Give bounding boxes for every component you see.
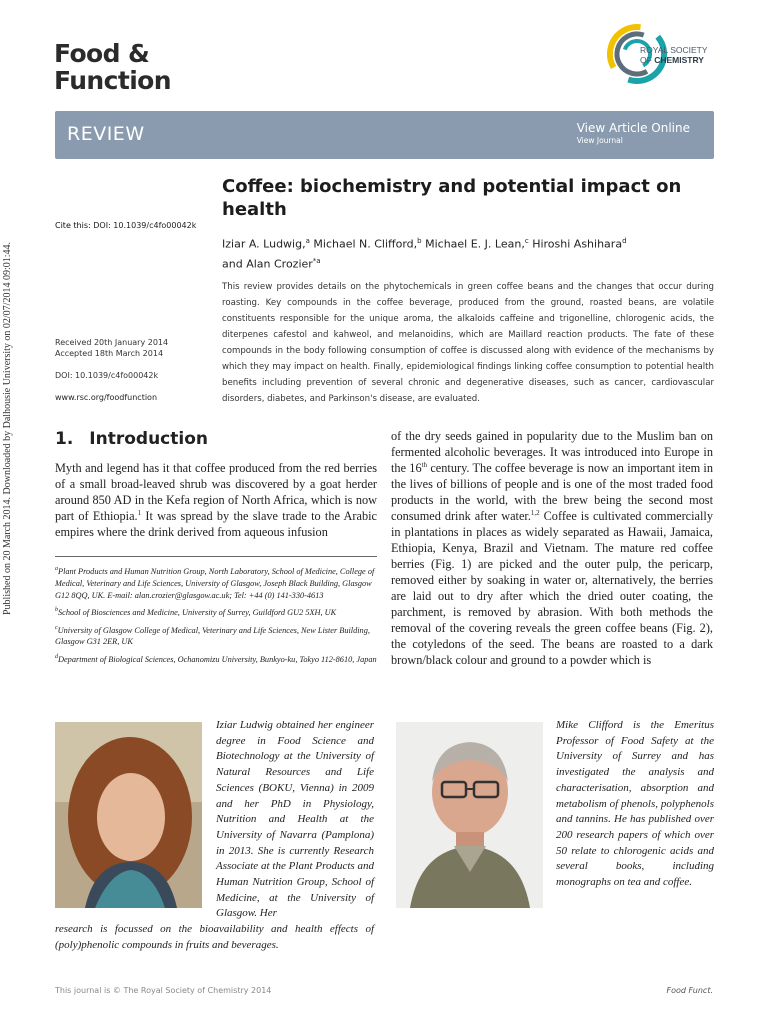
journal-name-line1: Food &	[54, 39, 150, 68]
portrait-woman-icon	[55, 722, 202, 908]
intro-text: Myth and legend has it that coffee produced from the red berries of a small broad-leaved shrub was discovered by a goat herder around 850 AD in the Kefa region of North Africa, which is now part of Ethiopia.	[55, 461, 377, 523]
view-journal-link[interactable]: View Journal	[576, 136, 623, 145]
intro-right-column	[391, 428, 713, 668]
affiliation-footnotes	[55, 563, 377, 668]
bio-ludwig: Iziar Ludwig obtained her engineer degree in Food Science and Biotechnology at the University of Natural Resources and Life Sciences (BOKU, Vienna) in 2009 and her PhD in Physiology, Nutrition and Health at the University of Navarra (Pamplona) in 2013. She is currently Research Associate at the Plant Products and Human Nutrition Group, School of Medicine, at the University of Glasgow. Her	[216, 719, 374, 920]
affiliation-mark: c	[524, 237, 529, 245]
rsc-line2: OF	[640, 55, 652, 65]
intro-text: of the dry seeds gained in popularity due to the Muslim ban on fermented alcoholic beverages. It was introduced into Europe in the 16	[391, 429, 713, 475]
author-photo-clifford	[396, 722, 543, 908]
article-type: REVIEW	[67, 123, 145, 145]
author-name[interactable]: Hiroshi Ashihara	[532, 237, 623, 251]
bio-ludwig-continued: research is focussed on the bioavailability and health effects of (poly)phenolic compounds in fruits and beverages.	[55, 923, 374, 951]
cite-this	[55, 221, 196, 230]
affiliation-mark: *a	[312, 256, 321, 265]
cite-label: Cite this:	[55, 221, 91, 230]
rsc-wordmark	[640, 45, 708, 65]
footnote: $^a$Plant Products and Human Nutrition Group, North Laboratory, School of Medicine, College of Medical, Veterinary and Life Sciences, University of Glasgow, Joseph Black Building, Glasgow G12 8QQ, UK. E-mail: alan.crozier@glasgow.ac.uk; Tel: +44 (0) 141-330-4613	[55, 566, 375, 600]
article-title: Coffee: biochemistry and potential impact on health	[222, 176, 682, 220]
footnote: $^b$School of Biosciences and Medicine, University of Surrey, Guildford GU2 5XH, UK	[55, 607, 337, 618]
rsc-line3: CHEMISTRY	[654, 55, 704, 65]
footnote-divider	[55, 556, 377, 557]
footnote-mark: c	[55, 624, 58, 631]
bio-clifford: Mike Clifford is the Emeritus Professor of Food Safety at the University of Surrey and has investigated the analysis and characterisation, absorption and metabolism of phenols, polyphenols and tannins. He has published over 200 research papers of which over 50 relate to chlorogenic acids and several books, including monographs on tea and coffee.	[556, 719, 714, 889]
reference-link[interactable]: 1,2	[530, 508, 540, 517]
footnote: $^c$University of Glasgow College of Medical, Veterinary and Life Sciences, New Lister Building, Glasgow G31 2ER, UK	[55, 624, 370, 647]
section-title: Introduction	[89, 429, 208, 449]
article-type-banner	[55, 111, 714, 159]
portrait-man-icon	[396, 722, 543, 908]
author-name[interactable]: Michael N. Clifford,	[313, 237, 418, 251]
intro-left-column	[55, 460, 377, 540]
footnote: $^d$Department of Biological Sciences, Ochanomizu University, Bunkyo-ku, Tokyo 112-8610, Japan	[55, 653, 377, 664]
footnote-mark: a	[55, 566, 58, 572]
received-date: Received 20th January 2014	[55, 338, 169, 347]
view-article-online-link[interactable]	[577, 121, 690, 145]
author-name[interactable]: and Alan Crozier	[222, 257, 313, 271]
rsc-line1: ROYAL SOCIETY	[640, 45, 708, 55]
journal-url-link[interactable]: www.rsc.org/foodfunction	[55, 393, 158, 402]
section-number: 1.	[55, 429, 74, 449]
cite-doi[interactable]: DOI: 10.1039/c4fo00042k	[93, 221, 197, 230]
view-article-online-label: View Article Online	[576, 121, 690, 135]
copyright-footer: This journal is © The Royal Society of Chemistry 2014	[55, 986, 272, 995]
superscript: th	[421, 460, 428, 469]
affiliation-mark: d	[622, 237, 627, 245]
footnote-mark: d	[55, 653, 58, 660]
journal-name-line2: Function	[54, 66, 171, 95]
doi[interactable]: DOI: 10.1039/c4fo00042k	[55, 371, 159, 380]
journal-abbreviation: Food Funct.	[666, 986, 713, 995]
accepted-date: Accepted 18th March 2014	[55, 349, 164, 358]
affiliation-mark: a	[305, 237, 310, 245]
intro-text: It was spread by the slave trade to the Arabic empires where the drink derived from aqueous infusion	[55, 509, 377, 539]
author-name[interactable]: Michael E. J. Lean,	[425, 237, 525, 251]
reference-link[interactable]: 1	[137, 508, 142, 517]
author-name[interactable]: Iziar A. Ludwig,	[222, 237, 306, 251]
abstract: This review provides details on the phytochemicals in green coffee beans and the changes that occur during roasting. Key compounds in the coffee beverage, produced from the ground, roasted beans, are volatile constituents responsible for the unique aroma, the alkaloids caffeine and trigonelline, chlorogenic acids, the diterpenes cafestol and kahweol, and melanoidins, which are Maillard reaction products. The fate of these compounds in the body following consumption of coffee is discussed along with evidence of the mechanisms by which they may impact on health. Finally, epidemiological findings linking coffee consumption to potential health benefits including prevention of several chronic and degenerative diseases, such as cancer, cardiovascular disorders, diabetes, and Parkinson's disease, are evaluated.	[222, 282, 714, 404]
intro-text: Coffee is cultivated commercially in plantations in places as widely separated as Hawaii, Jamaica, Ethiopia, Kenya, Brazil and Vietnam. The mature red coffee berries (Fig. 1) are picked and the outer pulp, the pericarp, removed either by soaking in water or, alternatively, the berries are laid out to dry after which the dried outer coating, the parchment, is removed by abrasion. With both methods the removal of the covering reveals the green coffee beans (Fig. 2), the cotyledons of the seed. The beans are roasted to a dark brown/black colour and ground to a powder which is	[391, 509, 713, 667]
publication-dates	[55, 337, 168, 359]
author-photo-ludwig	[55, 722, 202, 908]
download-notice: Published on 20 March 2014. Downloaded by Dalhousie University on 02/07/2014 09:01:44.	[2, 241, 13, 615]
section-heading	[55, 429, 208, 449]
footnote-mark: b	[55, 607, 58, 614]
affiliation-mark: b	[417, 237, 422, 245]
intro-text: century. The coffee beverage is now an important item in the lives of billions of people and is one of the most traded food products in the world, with the brew being the second most consumed drink after water.	[391, 461, 713, 523]
journal-logo[interactable]	[54, 40, 171, 94]
author-list	[222, 233, 692, 272]
